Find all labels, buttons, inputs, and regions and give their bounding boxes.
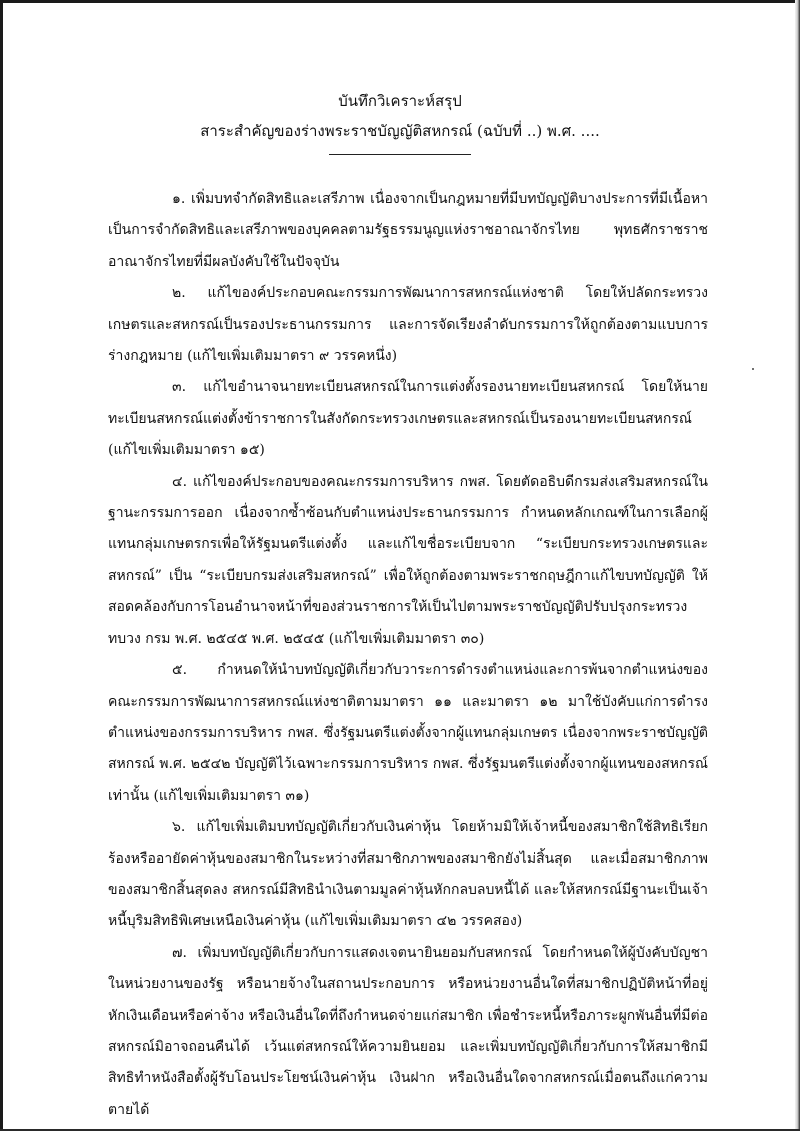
scan-border-top <box>0 0 800 3</box>
paragraph-text: เพิ่มบทบัญญัติเกี่ยวกับการแสดงเจตนายินยอมกับสหกรณ์ โดยกำหนดให้ผู้บังคับบัญชาในหน่วยงานของรัฐ หรือนายจ้างในสถานประกอบการ หรือหน่วยงานอื่นใดที่สมาชิกปฏิบัติหน้าที่อยู่หักเงินเดือนหรือค่าจ้าง หรือเงินอื่นใดที่ถึงกำหนดจ่ายแก่สมาชิก เพื่อชำระหนี้หรือภาระผูกพันอื่นที่มีต่อสหกรณ์มิอาจถอนคืนได้ เว้นแต่สหกรณ์ให้ความยินยอม และเพิ่มบทบัญญัติเกี่ยวกับการให้สมาชิกมีสิทธิทำหนังสือตั้งผู้รับโอนประโยชน์เงินค่าหุ้น เงินฝาก หรือเงินอื่นใดจากสหกรณ์เมื่อตนถึงแก่ความตายได้ <box>108 944 708 1118</box>
paragraph-6 <box>108 812 708 938</box>
paragraph-7 <box>108 938 708 1126</box>
paragraph-1 <box>108 184 708 278</box>
title-divider <box>329 154 471 155</box>
paragraph-text: แก้ไของค์ประกอบของคณะกรรมการบริหาร กพส. โดยตัดอธิบดีกรมส่งเสริมสหกรณ์ในฐานะกรรมการออก เนื่องจากซ้ำซ้อนกับตำแหน่งประธานกรรมการ กำหนดหลักเกณฑ์ในการเลือกผู้แทนกลุ่มเกษตรกรเพื่อให้รัฐมนตรีแต่งตั้ง และแก้ไขชื่อระเบียบจาก “ระเบียบกระทรวงเกษตรและสหกรณ์” เป็น “ระเบียบกรมส่งเสริมสหกรณ์” เพื่อให้ถูกต้องตามพระราชกฤษฎีกาแก้ไขบทบัญญัติ ให้สอดคล้องกับการโอนอำนาจหน้าที่ของส่วนราชการให้เป็นไปตามพระราชบัญญัติปรับปรุงกระทรวง ทบวง กรม พ.ศ. ๒๕๔๕ พ.ศ. ๒๕๔๕ (แก้ไขเพิ่มเติมมาตรา ๓๐) <box>108 473 708 647</box>
paragraph-4 <box>108 467 708 655</box>
document-header <box>0 86 800 155</box>
paragraph-text: แก้ไของค์ประกอบคณะกรรมการพัฒนาการสหกรณ์แห่งชาติ โดยให้ปลัดกระทรวงเกษตรและสหกรณ์เป็นรองประธานกรรมการ และการจัดเรียงลำดับกรรมการให้ถูกต้องตามแบบการร่างกฎหมาย (แก้ไขเพิ่มเติมมาตรา ๙ วรรคหนึ่ง) <box>108 285 708 365</box>
paragraph-text: แก้ไขอำนาจนายทะเบียนสหกรณ์ในการแต่งตั้งรองนายทะเบียนสหกรณ์ โดยให้นายทะเบียนสหกรณ์แต่งตั้งข้าราชการในสังกัดกระทรวงเกษตรและสหกรณ์เป็นรองนายทะเบียนสหกรณ์ (แก้ไขเพิ่มเติมมาตรา ๑๕) <box>108 379 709 459</box>
scan-speck <box>752 368 754 370</box>
document-body <box>108 184 708 1126</box>
paragraph-2 <box>108 278 708 372</box>
paragraph-number: ๓. <box>172 379 187 396</box>
paragraph-number: ๕. <box>172 662 188 679</box>
scan-border-left <box>0 0 3 1131</box>
paragraph-text: กำหนดให้นำบทบัญญัติเกี่ยวกับวาระการดำรงตำแหน่งและการพ้นจากตำแหน่งของคณะกรรมการพัฒนาการสหกรณ์แห่งชาติตามมาตรา ๑๑ และมาตรา ๑๒ มาใช้บังคับแก่การดำรงตำแหน่งของกรรมการบริหาร กพส. ซึ่งรัฐมนตรีแต่งตั้งจากผู้แทนกลุ่มเกษตร เนื่องจากพระราชบัญญัติสหกรณ์ พ.ศ. ๒๕๔๒ บัญญัติไว้เฉพาะกรรมการบริหาร กพส. ซึ่งรัฐมนตรีแต่งตั้งจากผู้แทนของสหกรณ์เท่านั้น (แก้ไขเพิ่มเติมมาตรา ๓๑) <box>108 662 708 804</box>
paragraph-3 <box>108 372 708 466</box>
paragraph-text: แก้ไขเพิ่มเติมบทบัญญัติเกี่ยวกับเงินค่าหุ้น โดยห้ามมิให้เจ้าหนี้ของสมาชิกใช้สิทธิเรียกร้องหรืออายัดค่าหุ้นของสมาชิกในระหว่างที่สมาชิกภาพของสมาชิกยังไม่สิ้นสุด และเมื่อสมาชิกภาพของสมาชิกสิ้นสุดลง สหกรณ์มีสิทธินำเงินตามมูลค่าหุ้นหักกลบลบหนี้ได้ และให้สหกรณ์มีฐานะเป็นเจ้าหนี้บุริมสิทธิพิเศษเหนือเงินค่าหุ้น (แก้ไขเพิ่มเติมมาตรา ๔๒ วรรคสอง) <box>108 819 708 930</box>
paragraph-5 <box>108 655 708 812</box>
paragraph-number: ๑. <box>172 191 186 207</box>
paragraph-text: เพิ่มบทจำกัดสิทธิและเสรีภาพ เนื่องจากเป็นกฎหมายที่มีบทบัญญัติบางประการที่มีเนื้อหาเป็นการจำกัดสิทธิและเสรีภาพของบุคคลตามรัฐธรรมนูญแห่งราชอาณาจักรไทย พุทธศักราชราชอาณาจักรไทยที่มีผลบังคับใช้ในปัจจุบัน <box>108 191 708 270</box>
paragraph-number: ๗. <box>172 944 187 961</box>
document-title: บันทึกวิเคราะห์สรุป <box>338 92 462 110</box>
scan-border-right <box>795 0 800 1131</box>
paragraph-number: ๔. <box>172 473 188 490</box>
paragraph-number: ๒. <box>172 285 186 302</box>
document-subtitle: สาระสำคัญของร่างพระราชบัญญัติสหกรณ์ (ฉบับที่ ..) พ.ศ. .... <box>200 122 600 140</box>
paragraph-number: ๖. <box>172 819 186 836</box>
